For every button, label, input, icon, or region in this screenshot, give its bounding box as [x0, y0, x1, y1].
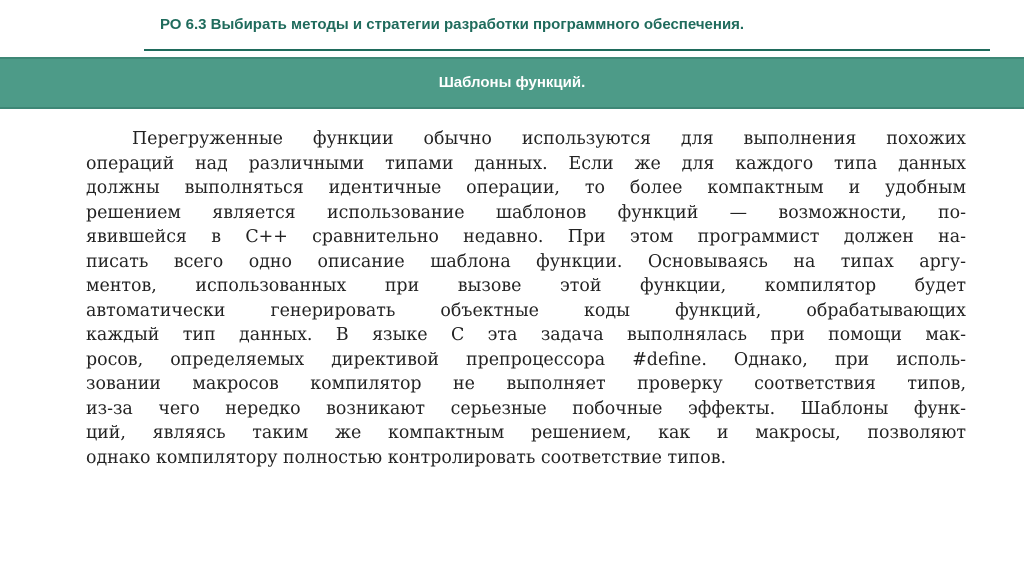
paragraph-line: должны выполняться идентичные операции, то более компактным и удобным	[86, 178, 966, 198]
body-paragraph	[86, 127, 966, 470]
slide-title: РО 6.3 Выбирать методы и стратегии разработки программного обеспечения.	[160, 16, 745, 33]
subtitle-banner	[0, 57, 1024, 109]
paragraph-line: Перегруженные функции обычно используются для выполнения похожих	[132, 129, 966, 149]
paragraph-line: автоматически генерировать объектные коды функций, обрабатывающих	[86, 300, 966, 321]
paragraph-line: зовании макросов компилятор не выполняет проверку соответствия типов,	[86, 374, 966, 394]
title-divider	[144, 49, 990, 51]
paragraph-line: операций над различными типами данных. Если же для каждого типа данных	[86, 153, 966, 174]
paragraph-line: из-за чего нередко возникают серьезные побочные эффекты. Шаблоны функ-	[86, 398, 966, 419]
paragraph-line: росов, определяемых директивой препроцессора #define. Однако, при исполь-	[86, 349, 966, 370]
subtitle-text: Шаблоны функций.	[438, 74, 586, 91]
paragraph-line: ций, являясь таким же компактным решением, как и макросы, позволяют	[86, 423, 966, 443]
paragraph-line: явившейся в C++ сравнительно недавно. При этом программист должен на-	[86, 227, 966, 247]
paragraph-line: писать всего одно описание шаблона функции. Основываясь на типах аргу-	[86, 251, 966, 272]
paragraph-line: ментов, использованных при вызове этой функции, компилятор будет	[86, 276, 966, 296]
paragraph-line: каждый тип данных. В языке C эта задача выполнялась при помощи мак-	[86, 325, 966, 345]
paragraph-line: решением является использование шаблонов функций — возможности, по-	[86, 202, 966, 223]
paragraph-line: однако компилятору полностью контролировать соответствие типов.	[86, 447, 727, 468]
